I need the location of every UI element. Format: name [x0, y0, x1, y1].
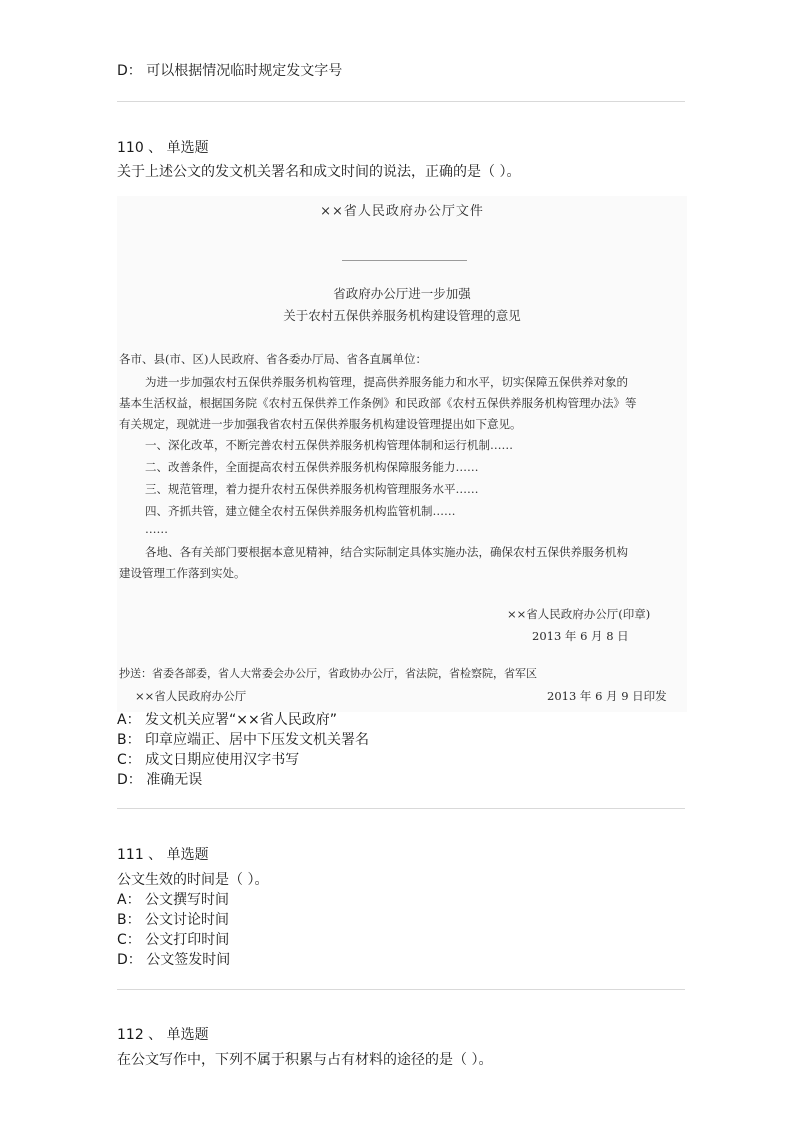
- divider: [117, 101, 685, 102]
- q111-option-a: A： 公文撰写时间: [117, 892, 230, 908]
- doc-cc: 抄送：省委各部委，省人大常委会办公厅，省政协办公厅，省法院，省检察院，省军区: [119, 667, 537, 680]
- q110-option-d: D： 准确无误: [117, 772, 203, 788]
- doc-closing-line1: 各地、各有关部门要根据本意见精神，结合实际制定具体实施办法，确保农村五保供养服务机构: [145, 545, 628, 559]
- q110-option-b: B： 印章应端正、居中下压发文机关署名: [117, 732, 370, 748]
- q111-option-d: D： 公文签发时间: [117, 952, 231, 968]
- doc-closing-line2: 建设管理工作落到实处。: [119, 566, 246, 580]
- doc-ellipsis: ……: [145, 522, 168, 536]
- q110-option-a: A： 发文机关应署“××省人民政府”: [117, 712, 337, 728]
- doc-title-line1: 省政府办公厅进一步加强: [333, 286, 471, 301]
- q112-stem: 在公文写作中，下列不属于积累与占有材料的途径的是（ ）。: [117, 1052, 493, 1068]
- divider: [117, 989, 685, 990]
- doc-para1-line1: 为进一步加强农村五保供养服务机构管理，提高供养服务能力和水平，切实保障五保供养对象的: [145, 375, 628, 389]
- doc-item4: 四、齐抓共管，建立健全农村五保供养服务机构监管机制……: [145, 504, 456, 518]
- doc-item2: 二、改善条件，全面提高农村五保供养服务机构保障服务能力……: [145, 460, 479, 474]
- q112-number: 112 、 单选题: [117, 1027, 209, 1043]
- divider: [117, 808, 685, 809]
- q110-option-c: C： 成文日期应使用汉字书写: [117, 752, 300, 768]
- doc-header: ××省人民政府办公厅文件: [320, 204, 484, 219]
- doc-print-date: 2013 年 6 月 9 日印发: [547, 689, 667, 703]
- q111-option-b: B： 公文讨论时间: [117, 912, 230, 928]
- doc-issuer: ××省人民政府办公厅: [135, 689, 247, 703]
- q110-number: 110 、 单选题: [117, 140, 209, 156]
- doc-item1: 一、深化改革，不断完善农村五保供养服务机构管理体制和运行机制……: [145, 438, 513, 452]
- doc-title-line2: 关于农村五保供养服务机构建设管理的意见: [283, 308, 521, 323]
- q111-stem: 公文生效的时间是（ ）。: [117, 872, 269, 888]
- q109-option-d: D： 可以根据情况临时规定发文字号: [117, 63, 343, 79]
- doc-salutation: 各市、县(市、区)人民政府、省各委办厅局、省各直属单位：: [119, 352, 427, 366]
- doc-date: 2013 年 6 月 8 日: [532, 629, 629, 643]
- q111-number: 111 、 单选题: [117, 847, 209, 863]
- doc-separator: [342, 260, 467, 261]
- doc-para1-line2: 基本生活权益，根据国务院《农村五保供养工作条例》和民政部《农村五保供养服务机构管理办法》等: [119, 396, 637, 410]
- q110-stem: 关于上述公文的发文机关署名和成文时间的说法，正确的是（ ）。: [117, 164, 521, 180]
- doc-item3: 三、规范管理，着力提升农村五保供养服务机构管理服务水平……: [145, 482, 479, 496]
- doc-signature: ××省人民政府办公厅(印章): [507, 607, 651, 621]
- q111-option-c: C： 公文打印时间: [117, 932, 230, 948]
- embedded-official-document: [117, 196, 687, 712]
- doc-para1-line3: 有关规定，现就进一步加强我省农村五保供养服务机构建设管理提出如下意见。: [119, 417, 522, 431]
